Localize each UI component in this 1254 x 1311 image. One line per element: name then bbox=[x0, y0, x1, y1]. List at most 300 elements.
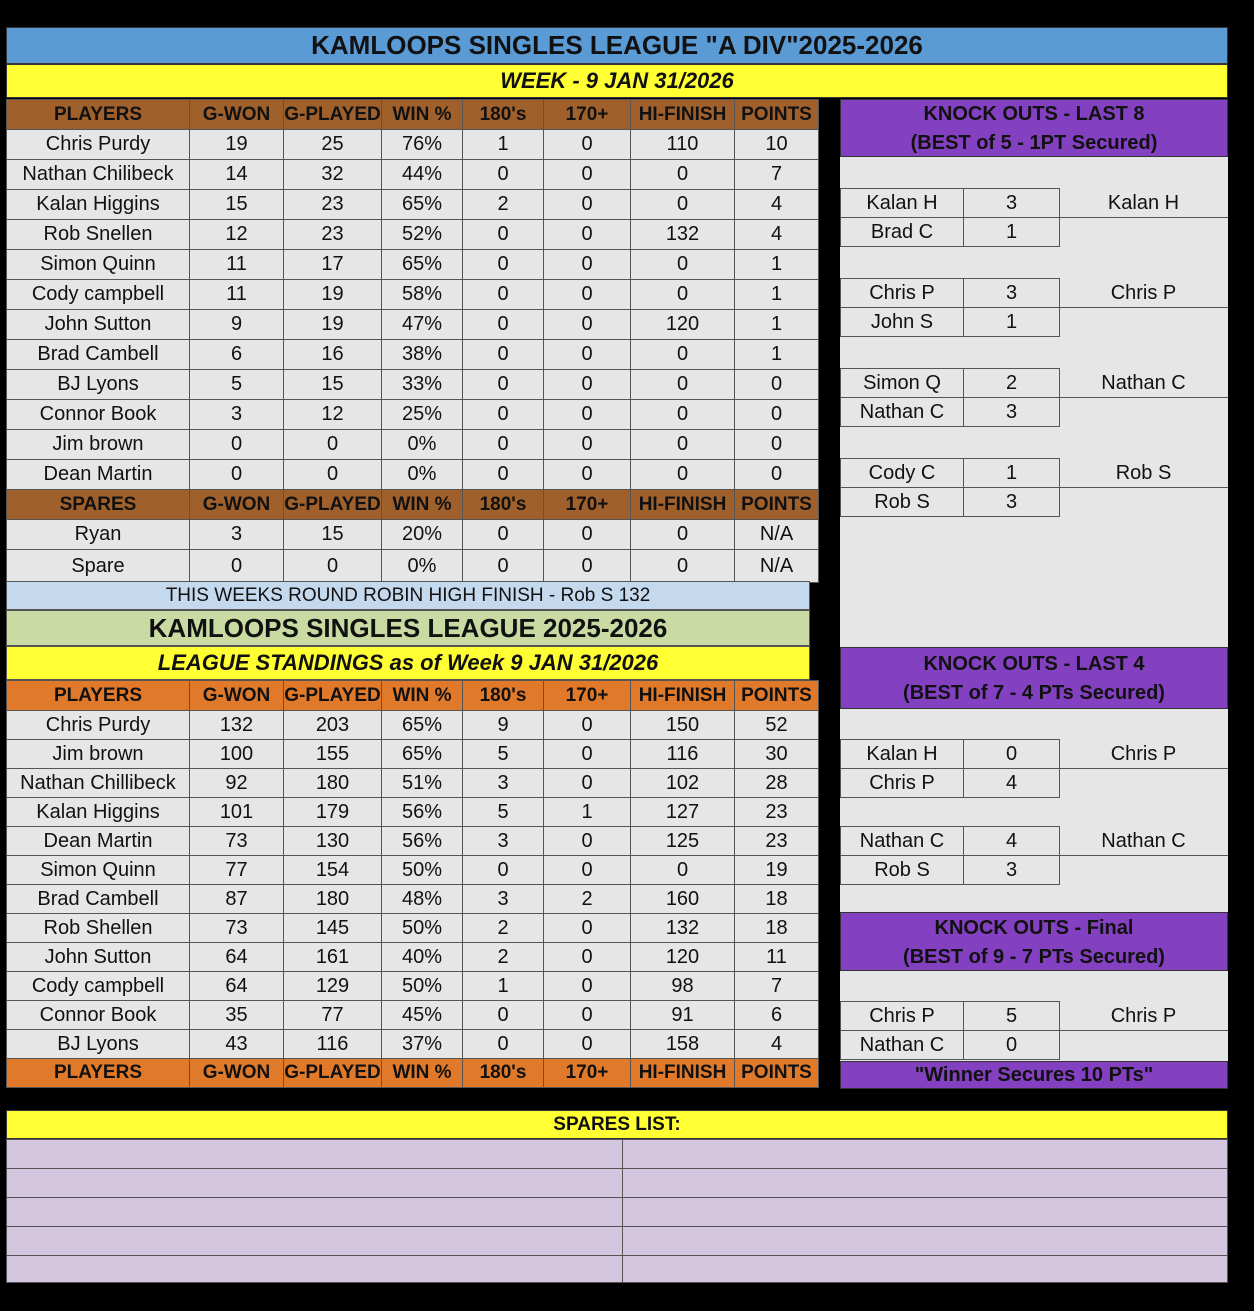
cell-points: 19 bbox=[735, 856, 819, 885]
cell-points: 0 bbox=[735, 400, 819, 430]
cell-g-played: 25 bbox=[284, 130, 382, 160]
cell-points: 6 bbox=[735, 1001, 819, 1030]
cell-player: Nathan Chilibeck bbox=[7, 160, 190, 190]
cell-hi-finish: 132 bbox=[631, 220, 735, 250]
cell-g-played: 15 bbox=[284, 520, 382, 550]
cell-g-played: 23 bbox=[284, 190, 382, 220]
league-standings-title: KAMLOOPS SINGLES LEAGUE 2025-2026 bbox=[6, 610, 810, 646]
cell-hi-finish: 160 bbox=[631, 885, 735, 914]
cell-win-pct: 44% bbox=[382, 160, 463, 190]
cell-g-won: 0 bbox=[190, 550, 284, 583]
cell-win-pct: 65% bbox=[382, 711, 463, 740]
cell-hi-finish: 0 bbox=[631, 856, 735, 885]
round-robin-note: THIS WEEKS ROUND ROBIN HIGH FINISH - Rob S 132 bbox=[6, 581, 810, 610]
cell-g-won: 15 bbox=[190, 190, 284, 220]
cell-win-pct: 50% bbox=[382, 856, 463, 885]
cell-180s: 9 bbox=[463, 711, 544, 740]
standings-table-row bbox=[7, 798, 819, 827]
cell-170plus: 0 bbox=[544, 914, 631, 943]
week-table-row bbox=[7, 310, 819, 340]
cell-170plus: 0 bbox=[544, 160, 631, 190]
cell-180s: 0 bbox=[463, 310, 544, 340]
standings-table-row bbox=[7, 1030, 819, 1059]
bracket-line bbox=[1059, 1030, 1228, 1031]
cell-win-pct: 56% bbox=[382, 798, 463, 827]
cell-player: Cody campbell bbox=[7, 280, 190, 310]
cell-win-pct: 38% bbox=[382, 340, 463, 370]
cell-g-played: 0 bbox=[284, 550, 382, 583]
week-table-row bbox=[7, 280, 819, 310]
cell-180s: 0 bbox=[463, 1001, 544, 1030]
cell-170plus: 0 bbox=[544, 827, 631, 856]
standings-header-row bbox=[7, 681, 819, 711]
header-win-pct: WIN % bbox=[382, 490, 463, 520]
cell-170plus: 0 bbox=[544, 370, 631, 400]
cell-170plus: 0 bbox=[544, 340, 631, 370]
cell-win-pct: 50% bbox=[382, 914, 463, 943]
cell-180s: 0 bbox=[463, 250, 544, 280]
ko-winner: Chris P bbox=[1110, 281, 1177, 304]
cell-g-played: 0 bbox=[284, 430, 382, 460]
cell-points: N/A bbox=[735, 520, 819, 550]
ko-winner: Rob S bbox=[1115, 461, 1172, 484]
standings-table-row bbox=[7, 827, 819, 856]
spares-list-divider bbox=[622, 1140, 623, 1282]
cell-hi-finish: 0 bbox=[631, 340, 735, 370]
cell-player: Brad Cambell bbox=[7, 340, 190, 370]
cell-g-played: 12 bbox=[284, 400, 382, 430]
cell-win-pct: 37% bbox=[382, 1030, 463, 1059]
standings-table-row bbox=[7, 1001, 819, 1030]
header-g-won: G-WON bbox=[190, 681, 284, 711]
cell-g-won: 132 bbox=[190, 711, 284, 740]
cell-180s: 0 bbox=[463, 1030, 544, 1059]
cell-170plus: 0 bbox=[544, 769, 631, 798]
header-win-pct: WIN % bbox=[382, 681, 463, 711]
cell-points: 28 bbox=[735, 769, 819, 798]
cell-hi-finish: 98 bbox=[631, 972, 735, 1001]
cell-win-pct: 65% bbox=[382, 190, 463, 220]
ko-score: 3 bbox=[963, 397, 1060, 427]
cell-player: Rob Snellen bbox=[7, 220, 190, 250]
spare-table-row bbox=[7, 550, 819, 583]
cell-hi-finish: 0 bbox=[631, 550, 735, 583]
cell-180s: 3 bbox=[463, 827, 544, 856]
header-g-played: G-PLAYED bbox=[284, 100, 382, 130]
header-points: POINTS bbox=[735, 100, 819, 130]
ko-score: 3 bbox=[963, 487, 1060, 517]
cell-g-played: 19 bbox=[284, 280, 382, 310]
header-g-played: G-PLAYED bbox=[284, 681, 382, 711]
cell-g-won: 3 bbox=[190, 400, 284, 430]
ko-player: Nathan C bbox=[840, 397, 964, 427]
header-points: POINTS bbox=[735, 1059, 819, 1088]
cell-180s: 0 bbox=[463, 460, 544, 490]
ko-player: Chris P bbox=[840, 1001, 964, 1031]
week-table-row bbox=[7, 460, 819, 490]
ko-score: 5 bbox=[963, 1001, 1060, 1031]
cell-180s: 0 bbox=[463, 400, 544, 430]
cell-points: 7 bbox=[735, 972, 819, 1001]
cell-g-played: 15 bbox=[284, 370, 382, 400]
header-player: SPARES bbox=[7, 490, 190, 520]
cell-180s: 0 bbox=[463, 280, 544, 310]
ko-score: 3 bbox=[963, 855, 1060, 885]
cell-170plus: 0 bbox=[544, 520, 631, 550]
standings-table-row bbox=[7, 914, 819, 943]
cell-player: Chris Purdy bbox=[7, 130, 190, 160]
cell-win-pct: 20% bbox=[382, 520, 463, 550]
cell-g-played: 17 bbox=[284, 250, 382, 280]
cell-170plus: 0 bbox=[544, 400, 631, 430]
bracket-line bbox=[1059, 307, 1228, 308]
cell-g-won: 0 bbox=[190, 460, 284, 490]
cell-hi-finish: 150 bbox=[631, 711, 735, 740]
cell-170plus: 0 bbox=[544, 430, 631, 460]
cell-points: N/A bbox=[735, 550, 819, 583]
cell-player: Rob Shellen bbox=[7, 914, 190, 943]
cell-g-played: 161 bbox=[284, 943, 382, 972]
cell-hi-finish: 116 bbox=[631, 740, 735, 769]
cell-170plus: 0 bbox=[544, 130, 631, 160]
cell-hi-finish: 91 bbox=[631, 1001, 735, 1030]
cell-g-played: 129 bbox=[284, 972, 382, 1001]
ko8-title: KNOCK OUTS - LAST 8 bbox=[923, 103, 1145, 125]
standings-table-row bbox=[7, 885, 819, 914]
spares-list-title: SPARES LIST: bbox=[6, 1110, 1228, 1139]
ko-player: Chris P bbox=[840, 278, 964, 308]
cell-hi-finish: 0 bbox=[631, 280, 735, 310]
cell-player: Jim brown bbox=[7, 740, 190, 769]
ko-player: Rob S bbox=[840, 855, 964, 885]
header-170plus: 170+ bbox=[544, 1059, 631, 1088]
cell-player: John Sutton bbox=[7, 310, 190, 340]
week-table-row bbox=[7, 340, 819, 370]
ko-player: Nathan C bbox=[840, 1030, 964, 1060]
standings-footer-row bbox=[7, 1059, 819, 1088]
cell-player: Dean Martin bbox=[7, 460, 190, 490]
cell-win-pct: 45% bbox=[382, 1001, 463, 1030]
cell-180s: 5 bbox=[463, 798, 544, 827]
ko-player: Kalan H bbox=[840, 188, 964, 218]
cell-170plus: 0 bbox=[544, 190, 631, 220]
cell-g-played: 19 bbox=[284, 310, 382, 340]
cell-g-won: 73 bbox=[190, 914, 284, 943]
week-table-row bbox=[7, 370, 819, 400]
cell-player: Ryan bbox=[7, 520, 190, 550]
ko-score: 1 bbox=[963, 307, 1060, 337]
bracket-line bbox=[1059, 217, 1228, 218]
cell-points: 11 bbox=[735, 943, 819, 972]
cell-180s: 3 bbox=[463, 769, 544, 798]
ko-score: 3 bbox=[963, 188, 1060, 218]
cell-g-won: 14 bbox=[190, 160, 284, 190]
cell-player: John Sutton bbox=[7, 943, 190, 972]
cell-points: 4 bbox=[735, 1030, 819, 1059]
ko-player: Cody C bbox=[840, 458, 964, 488]
ko8-header bbox=[840, 99, 1228, 157]
cell-170plus: 0 bbox=[544, 972, 631, 1001]
standings-table-row bbox=[7, 740, 819, 769]
cell-player: Connor Book bbox=[7, 1001, 190, 1030]
header-hi-finish: HI-FINISH bbox=[631, 490, 735, 520]
cell-170plus: 0 bbox=[544, 1001, 631, 1030]
cell-hi-finish: 0 bbox=[631, 430, 735, 460]
cell-170plus: 0 bbox=[544, 943, 631, 972]
cell-180s: 3 bbox=[463, 885, 544, 914]
cell-170plus: 0 bbox=[544, 460, 631, 490]
cell-win-pct: 52% bbox=[382, 220, 463, 250]
header-player: PLAYERS bbox=[7, 681, 190, 711]
kofinal-title: KNOCK OUTS - Final bbox=[934, 917, 1134, 939]
cell-g-played: 180 bbox=[284, 769, 382, 798]
cell-180s: 0 bbox=[463, 370, 544, 400]
kofinal-header bbox=[840, 912, 1228, 971]
cell-g-played: 145 bbox=[284, 914, 382, 943]
cell-points: 4 bbox=[735, 220, 819, 250]
cell-g-won: 101 bbox=[190, 798, 284, 827]
header-hi-finish: HI-FINISH bbox=[631, 100, 735, 130]
cell-170plus: 0 bbox=[544, 250, 631, 280]
header-hi-finish: HI-FINISH bbox=[631, 1059, 735, 1088]
ko-player: Nathan C bbox=[840, 826, 964, 856]
ko-player: Brad C bbox=[840, 217, 964, 247]
cell-180s: 5 bbox=[463, 740, 544, 769]
cell-170plus: 0 bbox=[544, 711, 631, 740]
header-170plus: 170+ bbox=[544, 100, 631, 130]
cell-g-won: 92 bbox=[190, 769, 284, 798]
spares-header-row bbox=[7, 490, 819, 520]
header-g-played: G-PLAYED bbox=[284, 1059, 382, 1088]
cell-win-pct: 65% bbox=[382, 250, 463, 280]
ko-winner: Chris P bbox=[1110, 1004, 1177, 1027]
cell-win-pct: 58% bbox=[382, 280, 463, 310]
cell-180s: 0 bbox=[463, 856, 544, 885]
cell-points: 0 bbox=[735, 460, 819, 490]
cell-hi-finish: 127 bbox=[631, 798, 735, 827]
ko-score: 3 bbox=[963, 278, 1060, 308]
cell-win-pct: 25% bbox=[382, 400, 463, 430]
cell-points: 0 bbox=[735, 370, 819, 400]
cell-win-pct: 47% bbox=[382, 310, 463, 340]
cell-g-played: 130 bbox=[284, 827, 382, 856]
cell-win-pct: 76% bbox=[382, 130, 463, 160]
cell-hi-finish: 0 bbox=[631, 370, 735, 400]
header-g-played: G-PLAYED bbox=[284, 490, 382, 520]
cell-player: Brad Cambell bbox=[7, 885, 190, 914]
cell-win-pct: 0% bbox=[382, 550, 463, 583]
cell-170plus: 0 bbox=[544, 856, 631, 885]
cell-g-played: 32 bbox=[284, 160, 382, 190]
cell-player: Dean Martin bbox=[7, 827, 190, 856]
ko-winner: Kalan H bbox=[1107, 191, 1180, 214]
cell-win-pct: 0% bbox=[382, 430, 463, 460]
cell-g-won: 11 bbox=[190, 280, 284, 310]
cell-win-pct: 65% bbox=[382, 740, 463, 769]
cell-points: 23 bbox=[735, 827, 819, 856]
cell-hi-finish: 0 bbox=[631, 250, 735, 280]
cell-170plus: 0 bbox=[544, 310, 631, 340]
cell-hi-finish: 102 bbox=[631, 769, 735, 798]
cell-g-played: 154 bbox=[284, 856, 382, 885]
cell-g-won: 0 bbox=[190, 430, 284, 460]
cell-g-won: 77 bbox=[190, 856, 284, 885]
cell-g-won: 35 bbox=[190, 1001, 284, 1030]
ko4-subtitle: (BEST of 7 - 4 PTs Secured) bbox=[903, 682, 1165, 704]
ko-winner: Nathan C bbox=[1101, 829, 1186, 852]
ko-winner: Nathan C bbox=[1101, 371, 1186, 394]
week-table-row bbox=[7, 130, 819, 160]
cell-g-played: 23 bbox=[284, 220, 382, 250]
ko-player: Rob S bbox=[840, 487, 964, 517]
spares-list-row-line bbox=[7, 1255, 1227, 1256]
kofinal-subtitle: (BEST of 9 - 7 PTs Secured) bbox=[903, 946, 1165, 968]
week-title: WEEK - 9 JAN 31/2026 bbox=[6, 64, 1228, 98]
standings-table-row bbox=[7, 943, 819, 972]
header-player: PLAYERS bbox=[7, 100, 190, 130]
cell-hi-finish: 0 bbox=[631, 520, 735, 550]
cell-hi-finish: 0 bbox=[631, 460, 735, 490]
cell-win-pct: 51% bbox=[382, 769, 463, 798]
cell-win-pct: 50% bbox=[382, 972, 463, 1001]
cell-170plus: 0 bbox=[544, 550, 631, 583]
cell-170plus: 1 bbox=[544, 798, 631, 827]
header-170plus: 170+ bbox=[544, 681, 631, 711]
ko8-subtitle: (BEST of 5 - 1PT Secured) bbox=[910, 132, 1158, 154]
cell-180s: 0 bbox=[463, 160, 544, 190]
cell-180s: 2 bbox=[463, 943, 544, 972]
cell-180s: 0 bbox=[463, 550, 544, 583]
bracket-line bbox=[1059, 768, 1228, 769]
ko-score: 0 bbox=[963, 1030, 1060, 1060]
cell-g-won: 64 bbox=[190, 972, 284, 1001]
week-table-row bbox=[7, 220, 819, 250]
cell-180s: 0 bbox=[463, 340, 544, 370]
cell-g-played: 180 bbox=[284, 885, 382, 914]
cell-180s: 1 bbox=[463, 130, 544, 160]
cell-hi-finish: 110 bbox=[631, 130, 735, 160]
ko-score: 2 bbox=[963, 368, 1060, 398]
cell-g-won: 12 bbox=[190, 220, 284, 250]
header-g-won: G-WON bbox=[190, 1059, 284, 1088]
cell-170plus: 0 bbox=[544, 280, 631, 310]
cell-player: Kalan Higgins bbox=[7, 190, 190, 220]
standings-table-row bbox=[7, 711, 819, 740]
cell-170plus: 0 bbox=[544, 220, 631, 250]
cell-hi-finish: 0 bbox=[631, 160, 735, 190]
cell-g-won: 19 bbox=[190, 130, 284, 160]
cell-hi-finish: 0 bbox=[631, 190, 735, 220]
header-points: POINTS bbox=[735, 490, 819, 520]
header-180s: 180's bbox=[463, 490, 544, 520]
header-180s: 180's bbox=[463, 1059, 544, 1088]
ko-score: 0 bbox=[963, 739, 1060, 769]
cell-hi-finish: 120 bbox=[631, 943, 735, 972]
cell-180s: 0 bbox=[463, 220, 544, 250]
cell-points: 0 bbox=[735, 430, 819, 460]
cell-hi-finish: 158 bbox=[631, 1030, 735, 1059]
week-table-row bbox=[7, 190, 819, 220]
cell-points: 1 bbox=[735, 250, 819, 280]
cell-180s: 2 bbox=[463, 914, 544, 943]
cell-player: Chris Purdy bbox=[7, 711, 190, 740]
cell-180s: 0 bbox=[463, 520, 544, 550]
cell-player: Spare bbox=[7, 550, 190, 583]
cell-hi-finish: 132 bbox=[631, 914, 735, 943]
ko4-header bbox=[840, 647, 1228, 709]
week-results-table bbox=[6, 99, 819, 583]
cell-g-won: 3 bbox=[190, 520, 284, 550]
header-g-won: G-WON bbox=[190, 100, 284, 130]
ko-score: 4 bbox=[963, 768, 1060, 798]
header-points: POINTS bbox=[735, 681, 819, 711]
cell-g-won: 87 bbox=[190, 885, 284, 914]
cell-g-won: 6 bbox=[190, 340, 284, 370]
week-table-row bbox=[7, 250, 819, 280]
header-180s: 180's bbox=[463, 100, 544, 130]
cell-g-played: 155 bbox=[284, 740, 382, 769]
cell-g-played: 0 bbox=[284, 460, 382, 490]
cell-hi-finish: 125 bbox=[631, 827, 735, 856]
cell-g-won: 64 bbox=[190, 943, 284, 972]
cell-170plus: 2 bbox=[544, 885, 631, 914]
cell-170plus: 0 bbox=[544, 1030, 631, 1059]
cell-g-won: 73 bbox=[190, 827, 284, 856]
header-hi-finish: HI-FINISH bbox=[631, 681, 735, 711]
bracket-line bbox=[1059, 397, 1228, 398]
cell-player: Connor Book bbox=[7, 400, 190, 430]
cell-g-played: 203 bbox=[284, 711, 382, 740]
ko-player: John S bbox=[840, 307, 964, 337]
bracket-line bbox=[1059, 855, 1228, 856]
cell-hi-finish: 0 bbox=[631, 400, 735, 430]
cell-points: 23 bbox=[735, 798, 819, 827]
bracket-line bbox=[1059, 487, 1228, 488]
ko-score: 1 bbox=[963, 217, 1060, 247]
spares-list-row-line bbox=[7, 1226, 1227, 1227]
spares-list-grid bbox=[6, 1139, 1228, 1283]
ko-player: Kalan H bbox=[840, 739, 964, 769]
cell-points: 1 bbox=[735, 280, 819, 310]
week-header-row bbox=[7, 100, 819, 130]
ko4-title: KNOCK OUTS - LAST 4 bbox=[923, 653, 1145, 675]
cell-180s: 2 bbox=[463, 190, 544, 220]
spares-list-row-line bbox=[7, 1168, 1227, 1169]
cell-points: 7 bbox=[735, 160, 819, 190]
cell-g-won: 5 bbox=[190, 370, 284, 400]
header-180s: 180's bbox=[463, 681, 544, 711]
cell-player: Nathan Chillibeck bbox=[7, 769, 190, 798]
cell-g-won: 11 bbox=[190, 250, 284, 280]
ko-score: 1 bbox=[963, 458, 1060, 488]
cell-180s: 0 bbox=[463, 430, 544, 460]
cell-player: Simon Quinn bbox=[7, 856, 190, 885]
cell-hi-finish: 120 bbox=[631, 310, 735, 340]
cell-points: 18 bbox=[735, 914, 819, 943]
cell-g-played: 77 bbox=[284, 1001, 382, 1030]
cell-player: BJ Lyons bbox=[7, 1030, 190, 1059]
header-170plus: 170+ bbox=[544, 490, 631, 520]
cell-win-pct: 56% bbox=[382, 827, 463, 856]
cell-180s: 1 bbox=[463, 972, 544, 1001]
week-table-row bbox=[7, 400, 819, 430]
cell-player: Jim brown bbox=[7, 430, 190, 460]
cell-win-pct: 40% bbox=[382, 943, 463, 972]
league-title-a-div: KAMLOOPS SINGLES LEAGUE "A DIV"2025-2026 bbox=[6, 27, 1228, 64]
league-standings-table bbox=[6, 680, 819, 1088]
cell-g-won: 9 bbox=[190, 310, 284, 340]
cell-points: 4 bbox=[735, 190, 819, 220]
